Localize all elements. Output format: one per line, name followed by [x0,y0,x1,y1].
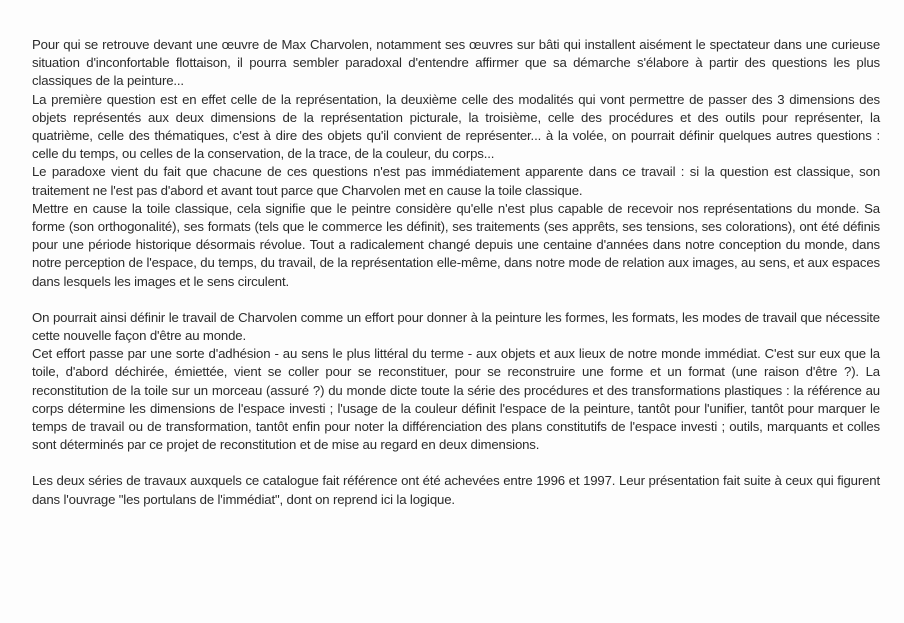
text-block-2 [32,309,880,455]
paragraph: Les deux séries de travaux auxquels ce catalogue fait référence ont été achevées entre 1996 et 1997. Leur présentation fait suite à ceux qui figurent dans l'ouvrage "les portulans de l'immédiat", dont on reprend ici la logique. [32,473,880,507]
paragraph: Pour qui se retrouve devant une œuvre de Max Charvolen, notamment ses œuvres sur bâti qui installent aisément le spectateur dans une curieuse situation d'inconfortable flottaison, il pourra sembler paradoxal d'entendre affirmer que sa démarche s'élabore à partir des questions les plus classiques de la peinture... [32,37,880,89]
paragraph: On pourrait ainsi définir le travail de Charvolen comme un effort pour donner à la peinture les formes, les formats, les modes de travail que nécessite cette nouvelle façon d'être au monde. [32,309,880,344]
paragraph: Le paradoxe vient du fait que chacune de ces questions n'est pas immédiatement apparente dans ce travail : si la question est classique, son traitement ne l'est pas d'abord et avant tout parce que Charvolen met en cause la toile classique. [32,164,880,198]
text-block-1 [32,36,880,291]
document-body [32,36,880,509]
paragraph-gap [32,291,880,309]
paragraph: Cet effort passe par une sorte d'adhésion - au sens le plus littéral du terme - aux objets et aux lieux de notre monde immédiat. C'est sur eux que la toile, d'abord déchirée, émiettée, vient se coller pour se reconstituer, pour se reconstruire une forme et un format (une raison d'être ?). La reconstitution de la toile sur un morceau (assuré ?) du monde dicte toute la série des procédures et des transformations plastiques : la référence au corps détermine les dimensions de l'espace investi ; l'usage de la couleur définit l'espace de la peinture, tantôt pour l'unifier, tantôt pour marquer le temps de travail ou de transformation, tantôt enfin pour noter la différenciation des plans constitutifs de l'espace investi ; outils, marquants et colles sont déterminés par ce projet de reconstitution et de mise au regard en deux dimensions. [32,346,880,453]
paragraph-gap [32,454,880,472]
paragraph: La première question est en effet celle de la représentation, la deuxième celle des modalités qui vont permettre de passer des 3 dimensions des objets représentés aux deux dimensions de la représentation picturale, la troisième, celle des procédures et des outils pour représenter, la quatrième, celle des thématiques, c'est à dire des objets qu'il convient de représenter... à la volée, on pourrait définir quelques autres questions : celle du temps, ou celles de la conservation, de la trace, de la couleur, du corps... [32,91,880,162]
text-block-3 [32,472,880,508]
paragraph: Mettre en cause la toile classique, cela signifie que le peintre considère qu'elle n'est plus capable de recevoir nos représentations du monde. Sa forme (son orthogonalité), ses formats (tels que le commerce les définit), ses traitements (ses apprêts, ses tensions, ses colorations), ont été définis pour une période historique désormais révolue. Tout a radicalement changé depuis une centaine d'années dans notre conception du monde, dans notre perception de l'espace, du temps, du travail, de la représentation elle-même, dans notre mode de relation aux images, au sens, et aux espaces dans lesquels les images et le sens circulent. [32,200,880,289]
